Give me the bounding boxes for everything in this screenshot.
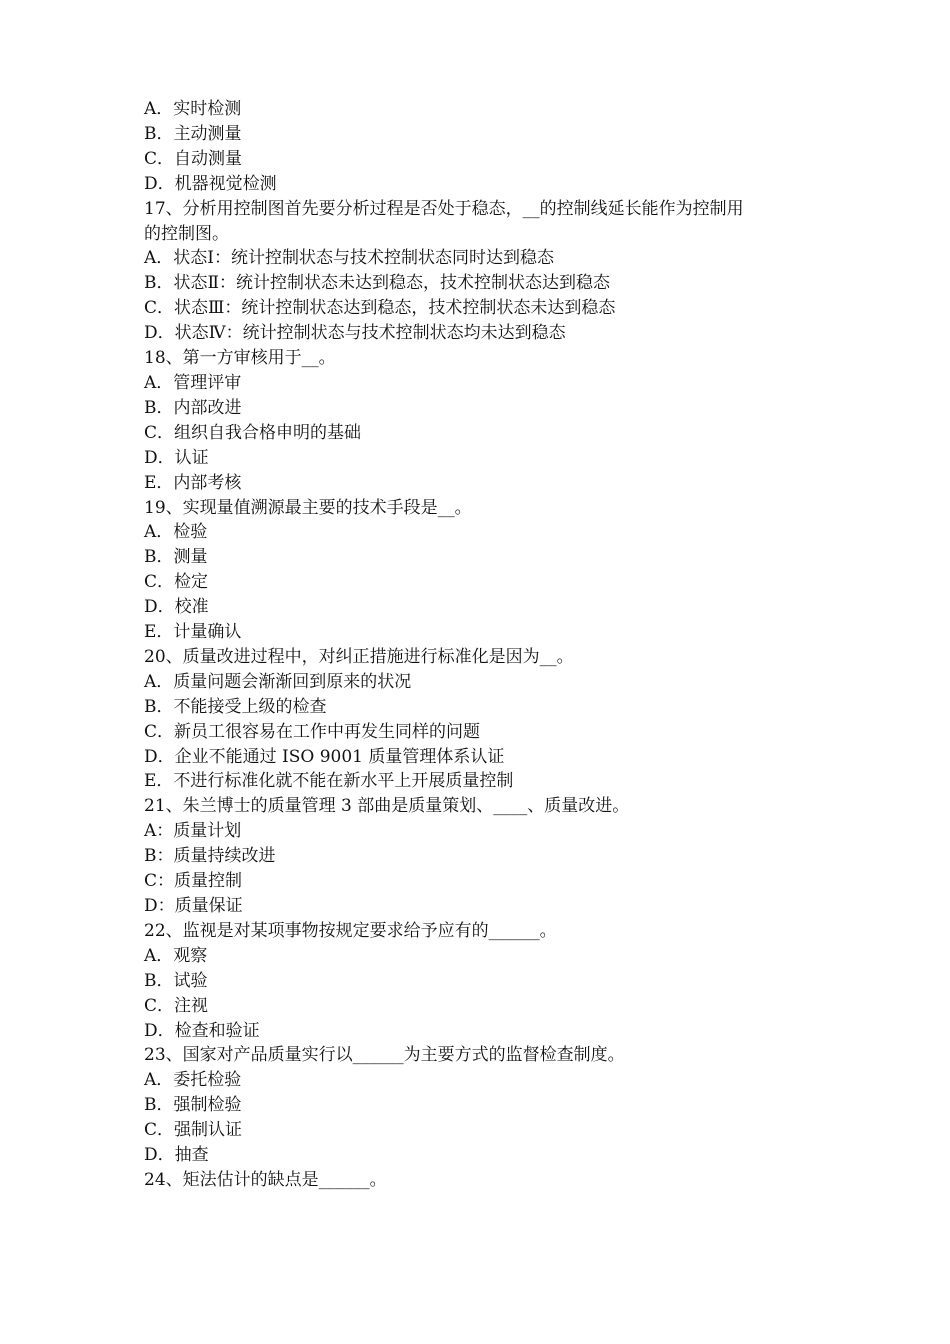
question-20: 20、质量改进过程中，对纠正措施进行标准化是因为__。 bbox=[144, 646, 574, 667]
option-line: C．组织自我合格申明的基础 bbox=[144, 422, 362, 443]
option-line: B．状态Ⅱ：统计控制状态未达到稳态，技术控制状态达到稳态 bbox=[144, 273, 611, 294]
question-23: 23、国家对产品质量实行以______为主要方式的监督检查制度。 bbox=[144, 1045, 625, 1066]
option-line: C．注视 bbox=[144, 995, 209, 1016]
option-line: D．企业不能通过 ISO 9001 质量管理体系认证 bbox=[144, 746, 505, 767]
option-line: C．状态Ⅲ：统计控制状态达到稳态，技术控制状态未达到稳态 bbox=[144, 298, 616, 319]
option-line: A．质量问题会渐渐回到原来的状况 bbox=[144, 671, 412, 692]
question-21: 21、朱兰博士的质量管理 3 部曲是质量策划、____、质量改进。 bbox=[144, 796, 630, 817]
option-line: B．主动测量 bbox=[144, 123, 242, 144]
option-line: E．计量确认 bbox=[144, 622, 242, 643]
option-line: D．机器视觉检测 bbox=[144, 173, 277, 194]
question-24: 24、矩法估计的缺点是______。 bbox=[144, 1169, 387, 1190]
option-line: B．测量 bbox=[144, 547, 208, 568]
option-line: A．检验 bbox=[144, 522, 208, 543]
option-line: D．校准 bbox=[144, 597, 209, 618]
question-22: 22、监视是对某项事物按规定要求给予应有的______。 bbox=[144, 920, 557, 941]
option-line: A．管理评审 bbox=[144, 372, 242, 393]
option-line: A．委托检验 bbox=[144, 1070, 242, 1091]
option-line: E．内部考核 bbox=[144, 472, 242, 493]
question-17-continued: 的控制图。 bbox=[144, 223, 229, 244]
option-line: B．试验 bbox=[144, 970, 208, 991]
option-line: E．不进行标准化就不能在新水平上开展质量控制 bbox=[144, 771, 514, 792]
option-line: B．内部改进 bbox=[144, 397, 242, 418]
option-line: A：质量计划 bbox=[144, 821, 242, 842]
option-line: A．实时检测 bbox=[144, 99, 242, 119]
option-line: D．认证 bbox=[144, 447, 209, 468]
option-line: B．强制检验 bbox=[144, 1095, 242, 1116]
question-text-block bbox=[144, 97, 814, 1193]
question-19: 19、实现量值溯源最主要的技术手段是__。 bbox=[144, 497, 472, 518]
option-line: C：质量控制 bbox=[144, 871, 243, 892]
option-line: D．检查和验证 bbox=[144, 1020, 260, 1041]
option-line: C．新员工很容易在工作中再发生同样的问题 bbox=[144, 721, 481, 742]
option-line: A．观察 bbox=[144, 945, 208, 966]
option-line: D．抽查 bbox=[144, 1145, 209, 1166]
option-line: C．强制认证 bbox=[144, 1120, 243, 1141]
option-line: C．自动测量 bbox=[144, 148, 243, 169]
question-17: 17、分析用控制图首先要分析过程是否处于稳态，__的控制线延长能作为控制用 bbox=[144, 198, 744, 219]
option-line: C．检定 bbox=[144, 572, 209, 593]
option-line: D．状态Ⅳ：统计控制状态与技术控制状态均未达到稳态 bbox=[144, 323, 566, 344]
option-line: B．不能接受上级的检查 bbox=[144, 696, 327, 717]
option-line: B：质量持续改进 bbox=[144, 846, 276, 867]
option-line: A．状态Ⅰ：统计控制状态与技术控制状态同时达到稳态 bbox=[144, 248, 554, 269]
option-line: D：质量保证 bbox=[144, 896, 243, 916]
question-18: 18、第一方审核用于__。 bbox=[144, 348, 336, 369]
